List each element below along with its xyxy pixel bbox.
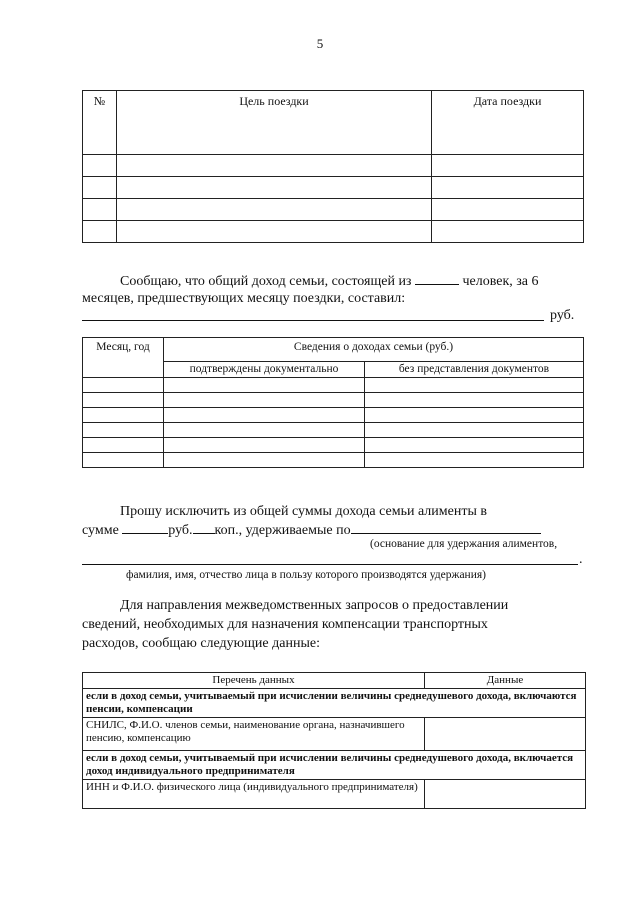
- table-cell[interactable]: [83, 423, 164, 438]
- table-cell[interactable]: [83, 453, 164, 468]
- table-cell[interactable]: [164, 423, 365, 438]
- item-inn: ИНН и Ф.И.О. физического лица (индивидуального предпринимателя): [83, 780, 425, 809]
- table-row: [83, 378, 584, 393]
- table-row: [83, 393, 584, 408]
- table-row: [83, 221, 584, 243]
- alimony-note-1: (основание для удержания алиментов,: [370, 538, 558, 550]
- family-size-blank[interactable]: [415, 270, 459, 285]
- col-unconfirmed: без представления документов: [365, 362, 584, 378]
- item-inn-value[interactable]: [425, 780, 586, 809]
- col-number: №: [83, 91, 117, 155]
- table-cell[interactable]: [432, 177, 584, 199]
- requests-line3: расходов, сообщаю следующие данные:: [82, 636, 320, 651]
- alimony-basis-blank[interactable]: [351, 519, 541, 534]
- alimony-recipient-blank[interactable]: [82, 564, 578, 565]
- alimony-line1: Прошу исключить из общей суммы дохода семьи алименты в: [120, 504, 487, 519]
- table-cell[interactable]: [83, 155, 117, 177]
- table-cell[interactable]: [117, 155, 432, 177]
- alimony-dot: .: [579, 552, 583, 567]
- table-cell[interactable]: [83, 177, 117, 199]
- table-row: [83, 408, 584, 423]
- table-row: [83, 423, 584, 438]
- table-row: [83, 453, 584, 468]
- kop-blank[interactable]: [193, 519, 215, 534]
- col-trip-date: Дата поездки: [432, 91, 584, 155]
- table-cell[interactable]: [432, 221, 584, 243]
- income-amount-blank[interactable]: [82, 320, 544, 321]
- table-cell[interactable]: [83, 221, 117, 243]
- section-entrepreneur: если в доход семьи, учитываемый при исчислении величины среднедушевого дохода, включается доход индивидуального предпринимателя: [83, 751, 586, 780]
- col-income-info: Сведения о доходах семьи (руб.): [164, 338, 584, 362]
- income-table: [82, 337, 584, 468]
- rub-blank[interactable]: [122, 519, 168, 534]
- col-data-values: Данные: [425, 673, 586, 689]
- table-cell[interactable]: [83, 199, 117, 221]
- income-statement-line1: Сообщаю, что общий доход семьи, состоящей из человек, за 6: [120, 270, 590, 291]
- col-data-list: Перечень данных: [83, 673, 425, 689]
- table-cell[interactable]: [365, 453, 584, 468]
- table-row: [83, 199, 584, 221]
- item-snils: СНИЛС, Ф.И.О. членов семьи, наименование органа, назначившего пенсию, компенсацию: [83, 718, 425, 751]
- table-cell[interactable]: [83, 393, 164, 408]
- section-pensions: если в доход семьи, учитываемый при исчислении величины среднедушевого дохода, включаются пенсии, компенсации: [83, 689, 586, 718]
- table-cell[interactable]: [432, 199, 584, 221]
- col-month-year: Месяц, год: [83, 338, 164, 378]
- alimony-line2: сумме руб. коп., удерживаемые по: [82, 519, 584, 540]
- item-snils-value[interactable]: [425, 718, 586, 751]
- table-cell[interactable]: [83, 378, 164, 393]
- table-cell[interactable]: [117, 199, 432, 221]
- table-cell[interactable]: [83, 408, 164, 423]
- table-row: [83, 155, 584, 177]
- table-cell[interactable]: [164, 453, 365, 468]
- requests-line2: сведений, необходимых для назначения компенсации транспортных: [82, 617, 488, 632]
- table-cell[interactable]: [365, 408, 584, 423]
- table-cell[interactable]: [365, 423, 584, 438]
- income-statement-line2: месяцев, предшествующих месяцу поездки, составил:: [82, 291, 406, 306]
- data-table: [82, 672, 586, 809]
- table-row: [83, 177, 584, 199]
- table-cell[interactable]: [432, 155, 584, 177]
- table-cell[interactable]: [365, 378, 584, 393]
- table-cell[interactable]: [164, 378, 365, 393]
- currency-label: руб.: [550, 308, 575, 323]
- table-cell[interactable]: [365, 393, 584, 408]
- table-cell[interactable]: [164, 408, 365, 423]
- alimony-note-2: фамилия, имя, отчество лица в пользу которого производятся удержания): [126, 569, 486, 581]
- col-trip-purpose: Цель поездки: [117, 91, 432, 155]
- table-cell[interactable]: [117, 221, 432, 243]
- table-cell[interactable]: [164, 438, 365, 453]
- col-confirmed: подтверждены документально: [164, 362, 365, 378]
- table-cell[interactable]: [117, 177, 432, 199]
- table-cell[interactable]: [164, 393, 365, 408]
- table-row: [83, 438, 584, 453]
- trips-table: [82, 90, 584, 243]
- table-cell[interactable]: [365, 438, 584, 453]
- requests-line1: Для направления межведомственных запросов о предоставлении: [120, 598, 509, 613]
- table-cell[interactable]: [83, 438, 164, 453]
- page-number: 5: [316, 36, 324, 51]
